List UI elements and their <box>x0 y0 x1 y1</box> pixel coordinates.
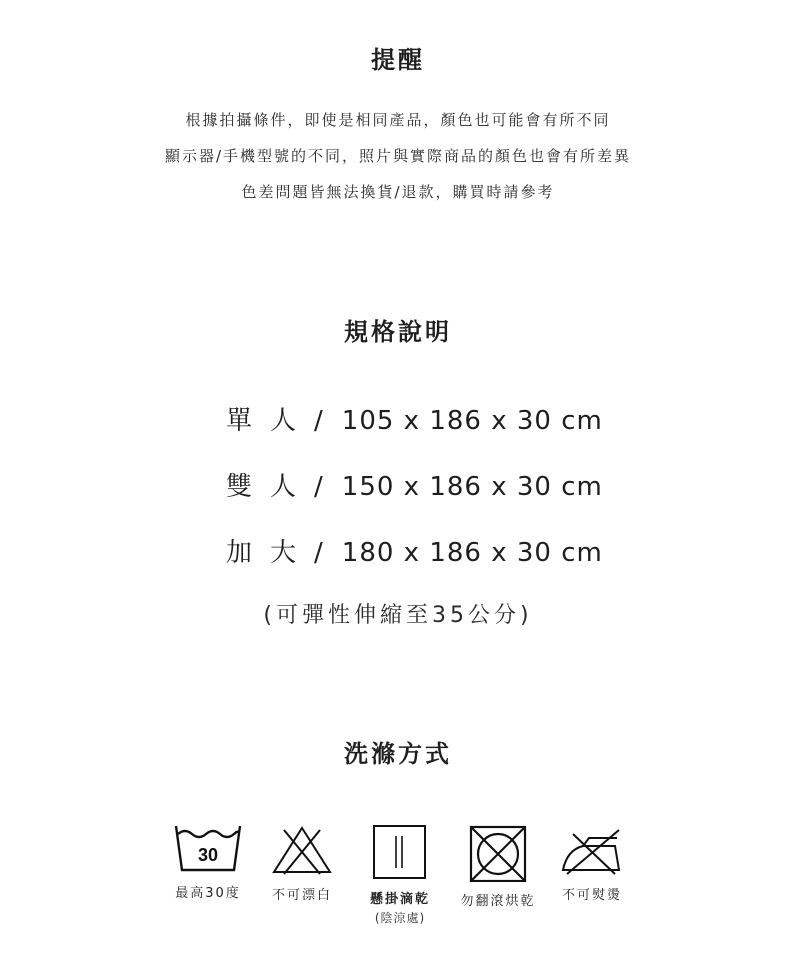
spec-slash: / <box>314 472 324 502</box>
wash-temp-number: 30 <box>197 845 219 865</box>
specs-title: 規格說明 <box>344 318 452 346</box>
spec-type: 雙人 <box>226 472 315 502</box>
care-label-drip-dry: 懸掛滴乾 <box>369 892 430 907</box>
care-label-tumble-dry: 勿翻滾烘乾 <box>460 894 536 909</box>
wash-30-icon <box>173 824 243 874</box>
care-item-bleach <box>254 824 350 903</box>
care-label-iron: 不可熨燙 <box>561 888 622 903</box>
care-title: 洗滌方式 <box>344 740 452 768</box>
notice-title: 提醒 <box>371 46 425 74</box>
no-iron-icon <box>559 824 625 876</box>
care-label-wash: 最高30度 <box>175 886 241 901</box>
spec-row-single <box>226 400 603 437</box>
care-item-drip-dry <box>352 824 448 926</box>
notice-line-2: 顯示器/手機型號的不同，照片與實際商品的顏色也會有所差異 <box>164 147 632 165</box>
care-item-tumble-dry <box>450 824 546 909</box>
notice-line-3: 色差問題皆無法換貨/退款，購買時請參考 <box>241 183 555 201</box>
spec-row-queen <box>226 532 603 569</box>
spec-type: 單人 <box>226 406 315 436</box>
care-sublabel-drip-dry: (陰涼處) <box>374 911 426 925</box>
care-icons-row <box>160 824 640 934</box>
spec-size: 105 x 186 x 30 cm <box>341 406 603 436</box>
drip-dry-icon <box>370 824 430 880</box>
no-tumble-dry-icon <box>468 824 528 882</box>
spec-type: 加大 <box>226 538 315 568</box>
notice-line-1: 根據拍攝條件，即使是相同產品，顏色也可能會有所不同 <box>185 111 611 129</box>
spec-row-double <box>226 466 603 503</box>
care-label-bleach: 不可漂白 <box>271 888 332 903</box>
care-item-wash <box>160 824 256 901</box>
spec-size: 150 x 186 x 30 cm <box>341 472 603 502</box>
no-bleach-icon <box>270 824 334 876</box>
spec-slash: / <box>314 538 324 568</box>
spec-note: (可彈性伸縮至35公分) <box>263 603 533 628</box>
spec-size: 180 x 186 x 30 cm <box>341 538 603 568</box>
spec-slash: / <box>314 406 324 436</box>
care-item-iron <box>544 824 640 903</box>
